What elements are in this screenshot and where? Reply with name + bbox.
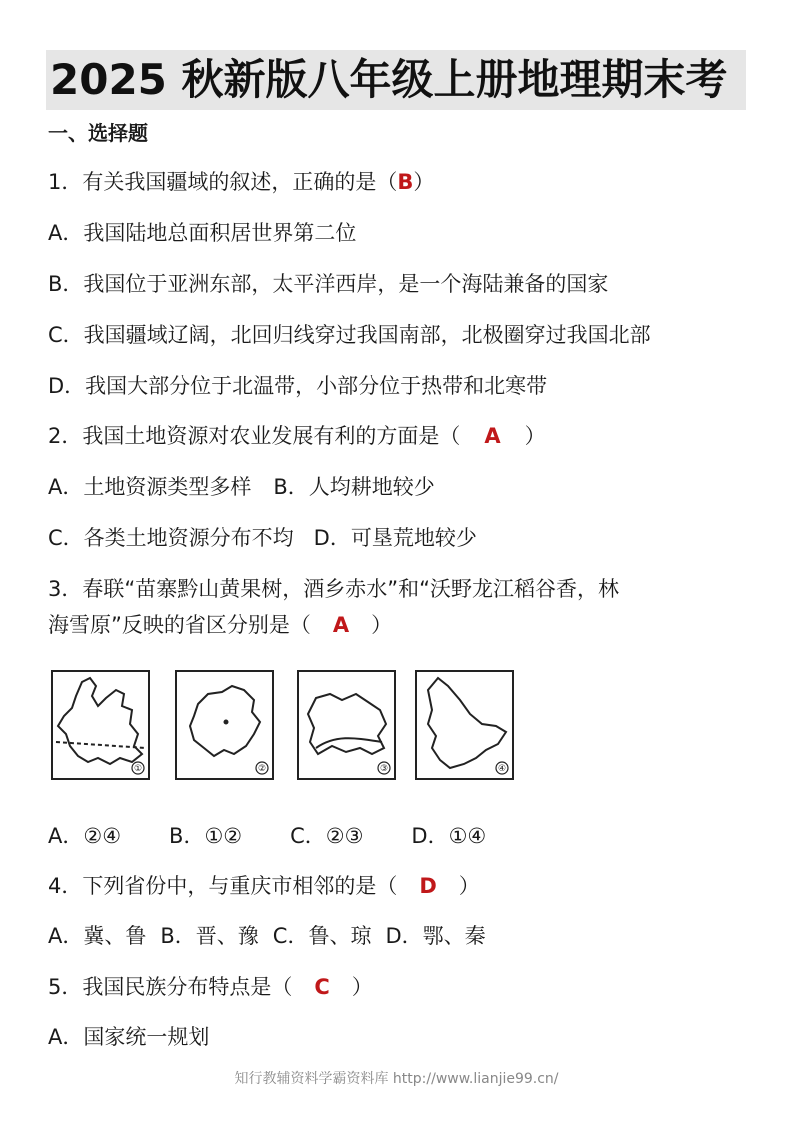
footer-watermark: 知行教辅资料学霸资料库 http://www.lianjie99.cn/ bbox=[234, 1071, 559, 1087]
question-1-close: ） bbox=[413, 170, 435, 194]
map-label-1: ① bbox=[133, 764, 143, 774]
province-map-3 bbox=[298, 671, 395, 779]
question-3-options bbox=[48, 821, 486, 851]
map-label-4: ④ bbox=[497, 764, 507, 774]
question-4-option-a: A．冀、鲁 bbox=[48, 924, 147, 948]
question-1-answer: B bbox=[397, 170, 414, 194]
map-label-3: ③ bbox=[379, 764, 389, 774]
question-2-option-b: B．人均耕地较少 bbox=[273, 475, 435, 499]
question-3-text: 海雪原”反映的省区分别是（ bbox=[48, 613, 311, 637]
question-3-option-b: B．①② bbox=[169, 824, 243, 848]
question-4-option-b: B．晋、豫 bbox=[160, 924, 259, 948]
question-5-option-a: A．国家统一规划 bbox=[48, 1025, 210, 1049]
question-3-option-a: A．②④ bbox=[48, 824, 122, 848]
question-1-stem bbox=[48, 167, 434, 197]
question-2-options-cd bbox=[48, 523, 477, 553]
question-3-stem-line-2 bbox=[48, 610, 392, 640]
question-4-answer: D bbox=[419, 874, 437, 898]
question-2-close: ） bbox=[524, 424, 546, 448]
province-map-1 bbox=[52, 671, 149, 779]
question-3-stem-line-1: 3．春联“苗寨黔山黄果树，酒乡赤水”和“沃野龙江稻谷香，林 bbox=[48, 577, 619, 601]
question-4-stem bbox=[48, 871, 480, 901]
question-1-option-a: A．我国陆地总面积居世界第二位 bbox=[48, 221, 357, 245]
question-4-close: ） bbox=[458, 874, 480, 898]
question-4-option-d: D．鄂、秦 bbox=[385, 924, 486, 948]
question-1-option-c: C．我国疆域辽阔，北回归线穿过我国南部，北极圈穿过我国北部 bbox=[48, 323, 651, 347]
question-5-close: ） bbox=[351, 975, 373, 999]
question-2-option-a: A．土地资源类型多样 bbox=[48, 475, 252, 499]
question-4-option-c: C．鲁、琼 bbox=[272, 924, 372, 948]
question-1-option-b: B．我国位于亚洲东部，太平洋西岸，是一个海陆兼备的国家 bbox=[48, 272, 609, 296]
question-3-option-d: D．①④ bbox=[411, 824, 487, 848]
province-outline-maps bbox=[46, 664, 526, 794]
map-label-2: ② bbox=[257, 764, 267, 774]
question-3-close: ） bbox=[371, 613, 393, 637]
province-map-2 bbox=[176, 671, 273, 779]
question-1-option-d: D．我国大部分位于北温带，小部分位于热带和北寒带 bbox=[48, 374, 548, 398]
question-2-option-d: D．可垦荒地较少 bbox=[313, 526, 477, 550]
question-2-options-ab bbox=[48, 472, 435, 502]
question-3-option-c: C．②③ bbox=[290, 824, 364, 848]
province-map-4 bbox=[416, 671, 513, 779]
question-4-text: 4．下列省份中，与重庆市相邻的是（ bbox=[48, 874, 398, 898]
question-5-stem bbox=[48, 972, 373, 1002]
question-4-options bbox=[48, 921, 486, 951]
question-1-text: 1．有关我国疆域的叙述，正确的是（ bbox=[48, 170, 398, 194]
question-2-answer: A bbox=[484, 424, 501, 448]
question-2-option-c: C．各类土地资源分布不均 bbox=[48, 526, 294, 550]
document-title: 2025 秋新版八年级上册地理期末考 bbox=[46, 50, 746, 110]
question-2-text: 2．我国土地资源对农业发展有利的方面是（ bbox=[48, 424, 461, 448]
question-3-answer: A bbox=[332, 613, 350, 637]
question-2-stem bbox=[48, 421, 546, 451]
question-5-answer: C bbox=[314, 975, 330, 999]
section-heading: 一、选择题 bbox=[48, 121, 148, 145]
question-5-text: 5．我国民族分布特点是（ bbox=[48, 975, 293, 999]
